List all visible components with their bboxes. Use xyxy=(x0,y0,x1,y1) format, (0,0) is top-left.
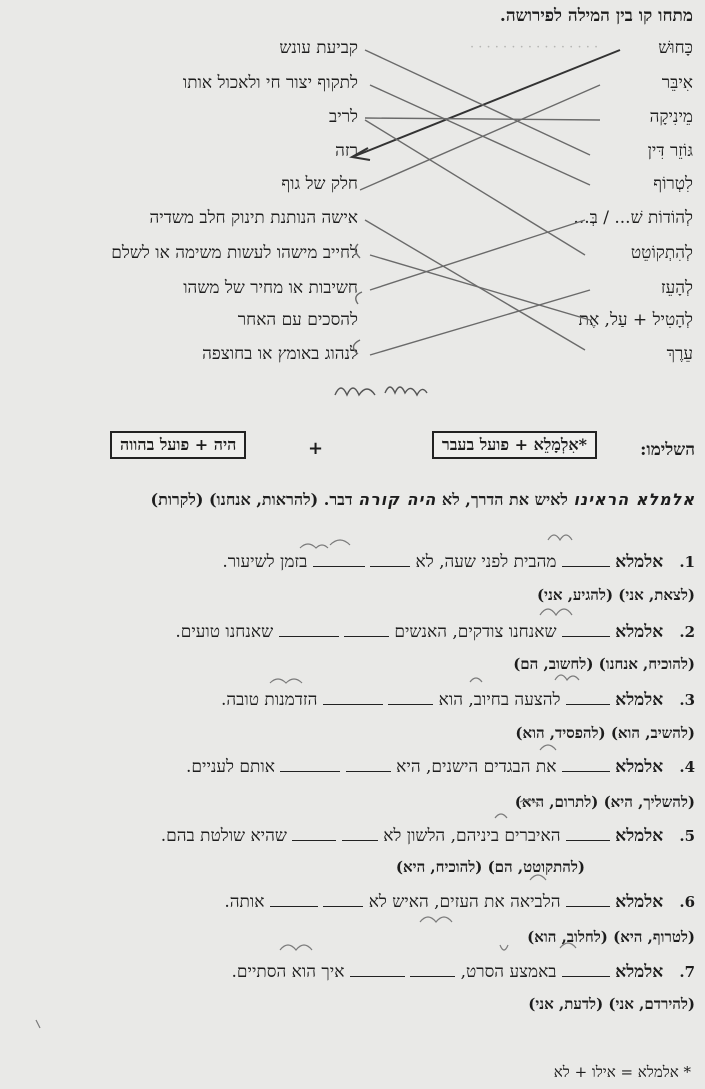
exercise-start: אלמלא xyxy=(615,690,664,710)
answer-blank[interactable] xyxy=(562,550,610,567)
exercise-instruction: מתחו קו בין המילה לפירושה. xyxy=(499,6,693,26)
example-tail: דבר. xyxy=(323,490,353,509)
exercise-text: בזמן לשיעור. xyxy=(222,552,308,572)
word-item: לְהִתְקוֹטֵט xyxy=(630,243,693,263)
exercise-number: 7. xyxy=(679,963,695,981)
exercise-row xyxy=(222,550,695,572)
complete-label: השלימו: xyxy=(640,440,695,460)
word-item: גּוֹזֵר דִּין xyxy=(647,141,693,161)
exercise-number: 1. xyxy=(679,553,695,571)
exercise-row xyxy=(161,824,695,846)
word-item: עֵרֶךְ xyxy=(666,344,693,364)
answer-blank[interactable] xyxy=(323,890,363,907)
exercise-text: באמצע הסרט, xyxy=(460,962,557,982)
bleed-through-text: · · · · · · · · · · · · · · · · xyxy=(470,40,599,55)
exercise-row xyxy=(186,755,695,777)
answer-blank[interactable] xyxy=(292,824,336,841)
exercise-start: אלמלא xyxy=(615,552,664,572)
exercise-number: 4. xyxy=(679,758,695,776)
exercise-start: אלמלא xyxy=(615,892,664,912)
answer-blank[interactable] xyxy=(350,960,405,977)
answer-blank[interactable] xyxy=(566,890,610,907)
answer-blank[interactable] xyxy=(562,960,610,977)
exercise-number: 2. xyxy=(679,623,695,641)
answer-blank[interactable] xyxy=(280,755,340,772)
exercise-start: אלמלא xyxy=(615,826,664,846)
exercise-start: אלמלא xyxy=(615,757,664,777)
definition-item: חשיבות או מחיר של משהו xyxy=(183,278,358,298)
exercise-text: הלביאה את העזים, האיש לא xyxy=(368,892,561,912)
word-item: לְהָטִיל + עַל, אֶת xyxy=(578,310,693,330)
exercise-number: 5. xyxy=(679,827,695,845)
exercise-row xyxy=(221,688,695,710)
exercise-number: 3. xyxy=(679,691,695,709)
definition-item: לחייב מישהו לעשות משימה או לשלם xyxy=(111,243,358,263)
word-item: מֵינִיקָה xyxy=(649,107,693,127)
answer-blank[interactable] xyxy=(346,755,391,772)
definition-item: לריב xyxy=(329,107,358,127)
definition-item: קביעת עונש xyxy=(279,38,358,58)
exercise-hint: (להוכיח, אנחנו) (לחשוב, הם) xyxy=(513,655,695,673)
definition-item: אישה הנותנת תינוק חלב משדיה xyxy=(149,208,358,228)
exercise-text: האיברים ביניהם, הלשון לא xyxy=(383,826,561,846)
word-item: לְהָעֵז xyxy=(660,278,693,298)
example-hint: (להראות, אנחנו) (לקרות) xyxy=(150,490,319,509)
exercise-text: שאנחנו טועים. xyxy=(175,622,274,642)
footnote: * אלמלא = אילו + לא xyxy=(553,1063,691,1081)
exercise-row xyxy=(232,960,696,982)
exercise-hint: (לטרוף, היא) (לחלוב, הוא) xyxy=(527,928,695,946)
example-sentence xyxy=(151,490,696,510)
answer-blank[interactable] xyxy=(279,620,339,637)
word-item: כָּחוּשׁ xyxy=(658,38,693,58)
answer-blank[interactable] xyxy=(566,688,610,705)
exercise-hint: (לצאת, אני) (להגיע, אני) xyxy=(536,586,695,604)
answer-blank[interactable] xyxy=(344,620,389,637)
exercise-text: הזדמנות טובה. xyxy=(221,690,318,710)
exercise-hint: (להשיב, הוא) (להפסיד, הוא) xyxy=(515,724,695,742)
answer-blank[interactable] xyxy=(270,890,318,907)
exercise-hint: (להתקוטט, הם) (להוכיח, היא) xyxy=(395,858,585,876)
example-lead: אלמלא הראינו xyxy=(573,490,695,509)
word-item: לְהוֹדוֹת שׁ... / בְּ... xyxy=(573,208,693,228)
exercise-text: מהבית לפני שעה, לא xyxy=(415,552,557,572)
answer-blank[interactable] xyxy=(410,960,455,977)
handwritten-note xyxy=(330,373,440,403)
exercise-text: אותם לעניים. xyxy=(185,757,275,777)
exercise-hint: (להשליך, היא) (לתרום, היא) xyxy=(514,793,695,811)
answer-blank[interactable] xyxy=(323,688,383,705)
definition-item: חלק של גוף xyxy=(281,174,358,194)
exercise-text: שאנחנו צודקים, האנשים xyxy=(394,622,557,642)
answer-blank[interactable] xyxy=(562,755,610,772)
example-rest: לאיש את הדרך, לא xyxy=(441,490,568,509)
answer-blank[interactable] xyxy=(566,824,610,841)
definition-item: להסכים עם האחר xyxy=(237,310,358,330)
exercise-row xyxy=(224,890,695,912)
exercise-text: להצעה בחיוב, הוא xyxy=(438,690,561,710)
definition-item: לנהוג באומץ או בחוצפה xyxy=(202,344,358,364)
answer-blank[interactable] xyxy=(342,824,378,841)
plus-sign: + xyxy=(308,438,324,459)
exercise-number: 6. xyxy=(679,893,695,911)
word-item: לִטְרוֹף xyxy=(653,174,693,194)
formula-box-present: היה + פועל בהווה xyxy=(110,431,246,459)
answer-blank[interactable] xyxy=(562,620,610,637)
exercise-text: שהיא שולטת בהם. xyxy=(160,826,287,846)
exercise-row xyxy=(175,620,695,642)
answer-blank[interactable] xyxy=(388,688,433,705)
answer-blank[interactable] xyxy=(313,550,365,567)
example-verb: היה קורה xyxy=(358,490,437,509)
definition-item: רזה xyxy=(335,141,358,161)
exercise-start: אלמלא xyxy=(615,962,664,982)
word-item: אִיבֵּר xyxy=(661,73,693,93)
exercise-text: אותה. xyxy=(224,892,265,912)
exercise-text: איך הוא הסתיים. xyxy=(231,962,345,982)
exercise-text: את הבגדים הישנים, היא xyxy=(396,757,557,777)
exercise-hint: (להירדם, אני) (לדעת, אני) xyxy=(528,995,695,1013)
answer-blank[interactable] xyxy=(370,550,410,567)
formula-box-past: *אִלְמָלֵא + פועל בעבר xyxy=(432,431,597,459)
definition-item: לתקוף יצור חי ולאכול אותו xyxy=(182,73,358,93)
exercise-start: אלמלא xyxy=(615,622,664,642)
